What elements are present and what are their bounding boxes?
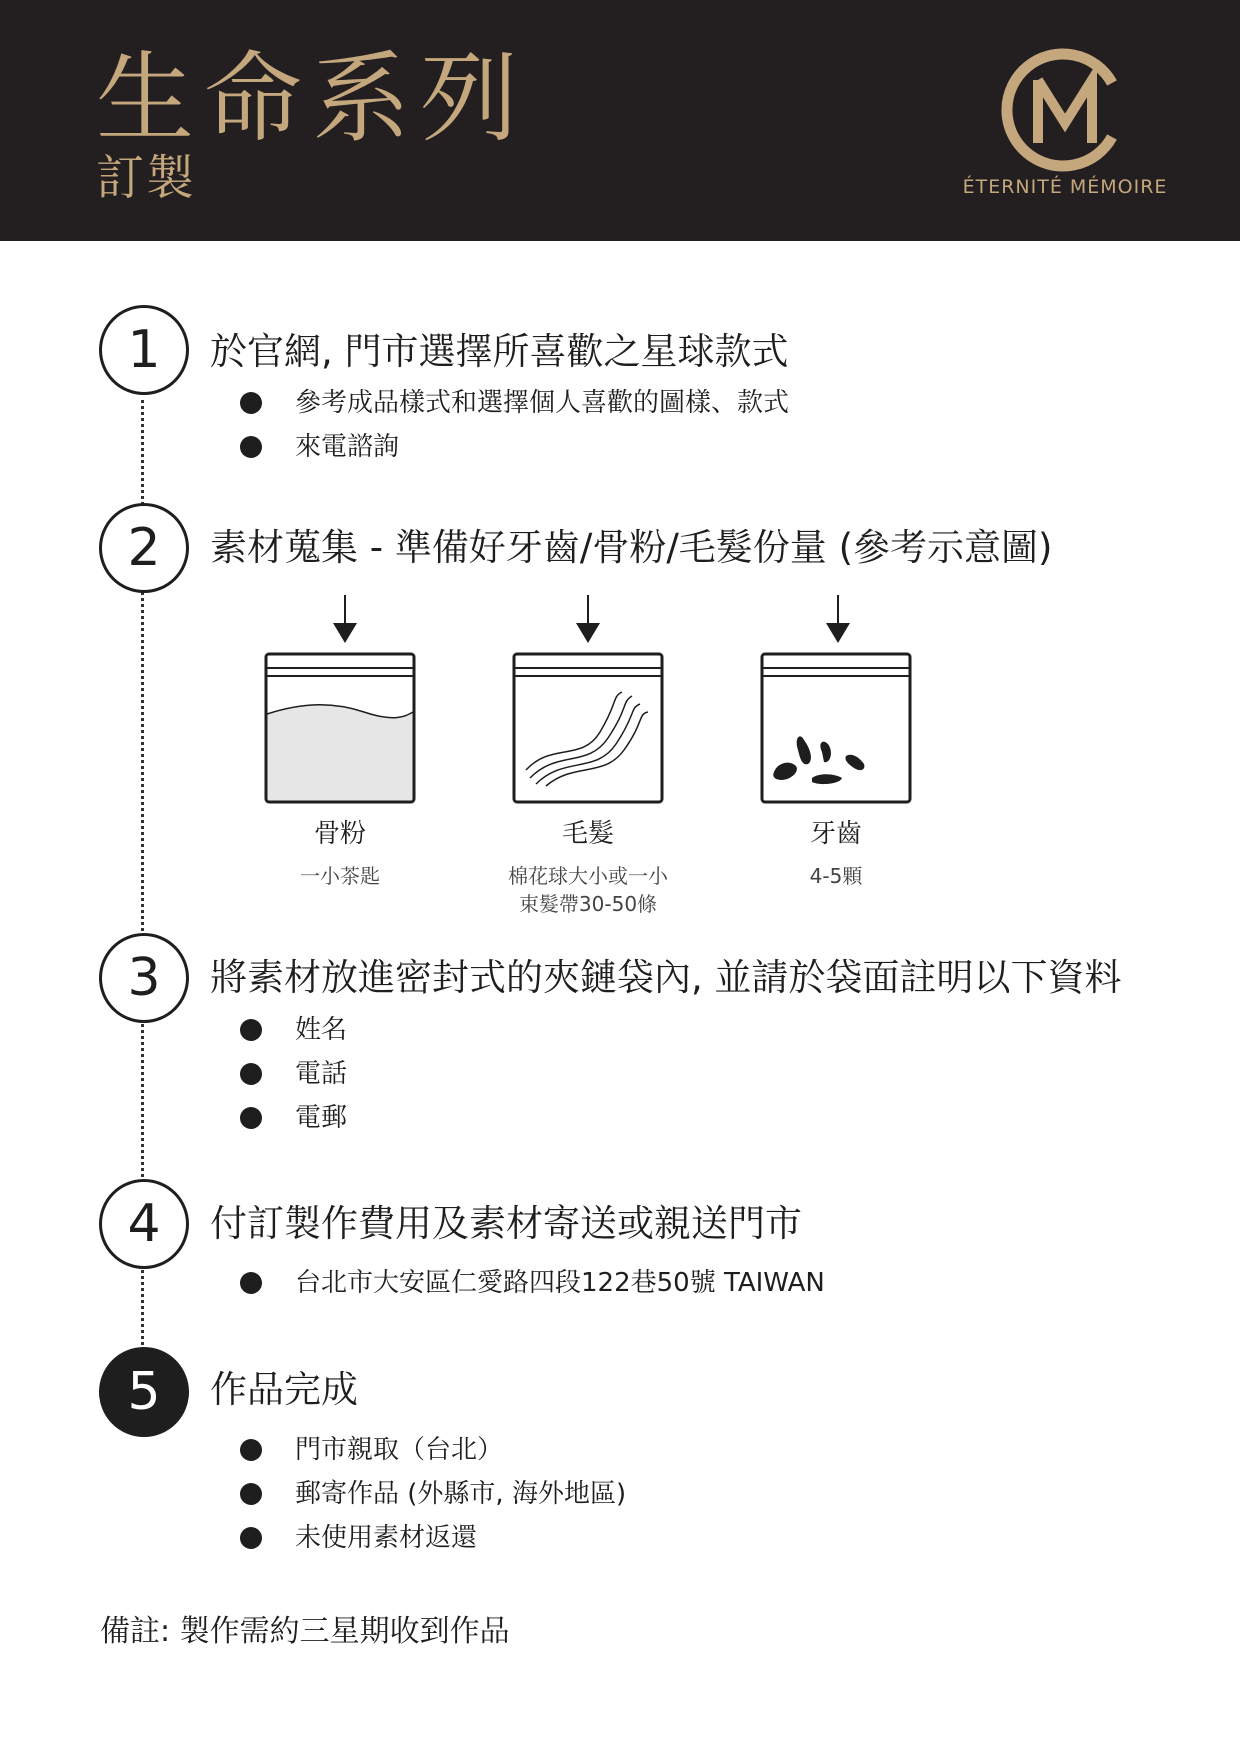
step-1-title: 於官網, 門市選擇所喜歡之星球款式	[210, 330, 789, 373]
list-item	[240, 1054, 347, 1094]
step-4-title: 付訂製作費用及素材寄送或親送門市	[210, 1202, 802, 1245]
bullet-icon	[240, 1272, 262, 1294]
material-name: 骨粉	[313, 819, 366, 849]
powder-bag-icon	[264, 652, 416, 804]
bullet-text: 門市親取（台北）	[295, 1435, 504, 1465]
brand-name: ÉTERNITÉ MÉMOIRE	[962, 176, 1168, 198]
material-note: 4-5顆	[809, 864, 863, 888]
down-arrow-icon	[330, 595, 360, 645]
bullet-text: 台北市大安區仁愛路四段122巷50號 TAIWAN	[295, 1268, 825, 1298]
bullet-icon	[240, 436, 262, 458]
bullet-icon	[240, 1019, 262, 1041]
down-arrow-icon	[823, 595, 853, 645]
bullet-text: 郵寄作品 (外縣市, 海外地區)	[295, 1479, 627, 1509]
material-note: 棉花球大小或一小	[508, 864, 668, 888]
bullet-text: 電郵	[295, 1103, 348, 1133]
bullet-icon	[240, 1483, 262, 1505]
step-1-number: 1	[99, 305, 189, 395]
list-item	[240, 1474, 626, 1514]
step-5-title: 作品完成	[210, 1368, 358, 1411]
step-2-number: 2	[99, 503, 189, 593]
list-item	[240, 1098, 347, 1138]
list-item	[240, 1263, 825, 1303]
step-3-number: 3	[99, 933, 189, 1023]
footer-note: 備註: 製作需約三星期收到作品	[100, 1614, 510, 1649]
bullet-icon	[240, 1107, 262, 1129]
material-name: 牙齒	[809, 819, 862, 849]
page-subtitle: 訂製	[96, 150, 197, 206]
material-name: 毛髮	[561, 819, 614, 849]
step-4-number: 4	[99, 1179, 189, 1269]
hair-bag-icon	[512, 652, 664, 804]
bullet-text: 來電諮詢	[295, 432, 400, 462]
step-3-title: 將素材放進密封式的夾鏈袋內, 並請於袋面註明以下資料	[210, 956, 1122, 999]
bullet-text: 姓名	[295, 1015, 348, 1045]
bullet-text: 參考成品樣式和選擇個人喜歡的圖樣、款式	[295, 388, 790, 418]
header-banner	[0, 0, 1240, 241]
material-note: 束髮帶30-50條	[518, 892, 658, 916]
bullet-text: 未使用素材返還	[295, 1523, 478, 1553]
down-arrow-icon	[573, 595, 603, 645]
bullet-icon	[240, 1439, 262, 1461]
step-2-title: 素材蒐集 - 準備好牙齒/骨粉/毛髮份量 (參考示意圖)	[210, 526, 1053, 569]
list-item	[240, 427, 399, 467]
step-5-number: 5	[99, 1347, 189, 1437]
page-title: 生命系列	[96, 42, 529, 156]
brand-logo-icon	[1000, 45, 1130, 175]
material-note: 一小茶匙	[300, 864, 380, 888]
bullet-text: 電話	[295, 1059, 348, 1089]
teeth-bag-icon	[760, 652, 912, 804]
list-item	[240, 1518, 477, 1558]
list-item	[240, 383, 789, 423]
bullet-icon	[240, 392, 262, 414]
list-item	[240, 1430, 503, 1470]
bullet-icon	[240, 1063, 262, 1085]
list-item	[240, 1010, 347, 1050]
bullet-icon	[240, 1527, 262, 1549]
